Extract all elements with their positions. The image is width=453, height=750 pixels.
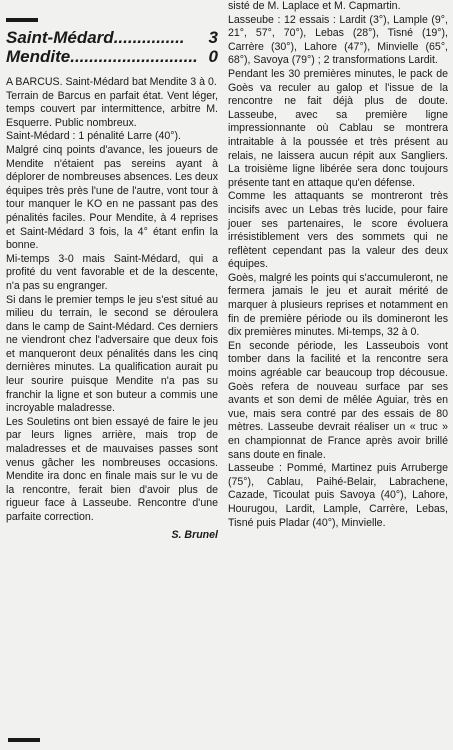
- right-paragraph: En seconde période, les Lasseubois vont tomber dans la facilité et la rencontre sera moins agréable car beaucoup trop décousue. Goès refera de nouveau surface par ses avants et son demi de mêlée Aguiar, très en vue, mais sera contré par des essais de 80 mètres. Lasseube devrait réaliser un « truc » en championnat de France après avoir brillé sans doute en finale.: [228, 339, 448, 461]
- right-paragraph: Lasseube : 12 essais : Lardit (3°), Lample (9°, 21°, 57°, 70°), Lebas (28°), Tisné (19°), Carrère (30°), Lahore (47°), Minvielle (65°, 68°), Savoya (79°) ; 2 transformations Lardit.: [228, 13, 448, 67]
- left-paragraph: Terrain de Barcus en parfait état. Vent léger, temps couvert par intermittence, arbitre M. Esquerre. Public nombreux.: [6, 89, 218, 129]
- right-column: [228, 0, 448, 530]
- headline-team-2: Mendite: [6, 47, 71, 66]
- right-paragraph: Lasseube : Pommé, Martinez puis Arruberge (75°), Cablau, Paihé-Belair, Labrachene, Cazade, Ticoulat puis Savoya (40°), Lahore, Hourugou, Lardit, Lample, Carrère, Lebas, Tisné puis Pladar (40°), Minvielle.: [228, 462, 448, 529]
- headline-row-1: [6, 28, 218, 47]
- top-rule: [6, 18, 38, 22]
- right-paragraph: sisté de M. Laplace et M. Capmartin.: [228, 0, 401, 12]
- left-column: [6, 0, 218, 542]
- left-paragraph: Si dans le premier temps le jeu s'est situé au milieu du terrain, le second se déroulera dans le camp de Saint-Médard. Ces derniers ne viendront chez l'adversaire que deux fois et manqueront deux pénalités dans les cinq dernières minutes. La qualification aurait pu leur sourire puisque Mendite n'a pas su franchir la ligne et son buteur a commis une incroyable maladresse.: [6, 293, 218, 415]
- left-paragraph: Mi-temps 3-0 mais Saint-Médard, qui a profité du vent favorable et de la descente, n'a pas su engranger.: [6, 252, 218, 292]
- right-paragraph: Pendant les 30 premières minutes, le pack de Goès va reculer au galop et l'issue de la rencontre ne fait déjà plus de doute. Lasseube, avec sa première ligne impressionnante où Cablau se montrera intraitable à la poussée et très présent au relais, ne laissera aucun répit aux Sangliers. La troisième ligne libérée sera donc toujours présente tant en attaque qu'en défense.: [228, 67, 448, 189]
- headline-dots-2: ...........................: [70, 47, 198, 66]
- headline-score-2: 0: [208, 47, 218, 66]
- left-paragraph: A BARCUS. Saint-Médard bat Mendite 3 à 0.: [6, 76, 217, 88]
- headline-block: [6, 28, 218, 66]
- headline-dots-1: ...............: [113, 28, 185, 47]
- bottom-rule: [8, 738, 40, 742]
- headline-row-2: [6, 47, 218, 66]
- left-paragraph: Les Souletins ont bien essayé de faire le jeu par leurs lignes arrière, mais trop de maladresses et de mauvaises passes sont venus gâcher les nombreuses occasions. Mendite ira donc en finale mais sur le vu de la rencontre, ferait bien d'avoir plus de rigueur face à Lasseube. Rencontre d'une parfaite correction.: [6, 415, 218, 523]
- author-byline: S. Brunel: [171, 528, 218, 541]
- right-paragraph: Goès, malgré les points qui s'accumuleront, ne fermera jamais le jeu et aurait mérité de marquer à plusieurs reprises et notamment en fin de première période ou ils domineront les dix premières minutes. Mi-temps, 32 à 0.: [228, 271, 448, 339]
- left-paragraph: Saint-Médard : 1 pénalité Larre (40°).: [6, 130, 182, 143]
- right-paragraph: Comme les attaquants se montreront très incisifs avec un Lebas très lucide, pour faire jouer ses partenaires, le score évoluera irrésistiblement vers des sommets qui ne reflètent cependant pas la valeur des deux équipes.: [228, 190, 448, 271]
- left-paragraph: Malgré cinq points d'avance, les joueurs de Mendite n'étaient pas sereins ayant à déplorer de nombreuses absences. Les deux équipes très près l'une de l'autre, vont tour à tour manquer le KO en ne passant pas des pénalités faciles. Pour Mendite, à 4 reprises et Saint-Médard 3 fois, la 4° étant enfin la bonne.: [6, 143, 219, 252]
- headline-score-1: 3: [208, 28, 218, 47]
- headline-team-1: Saint-Médard: [6, 28, 114, 47]
